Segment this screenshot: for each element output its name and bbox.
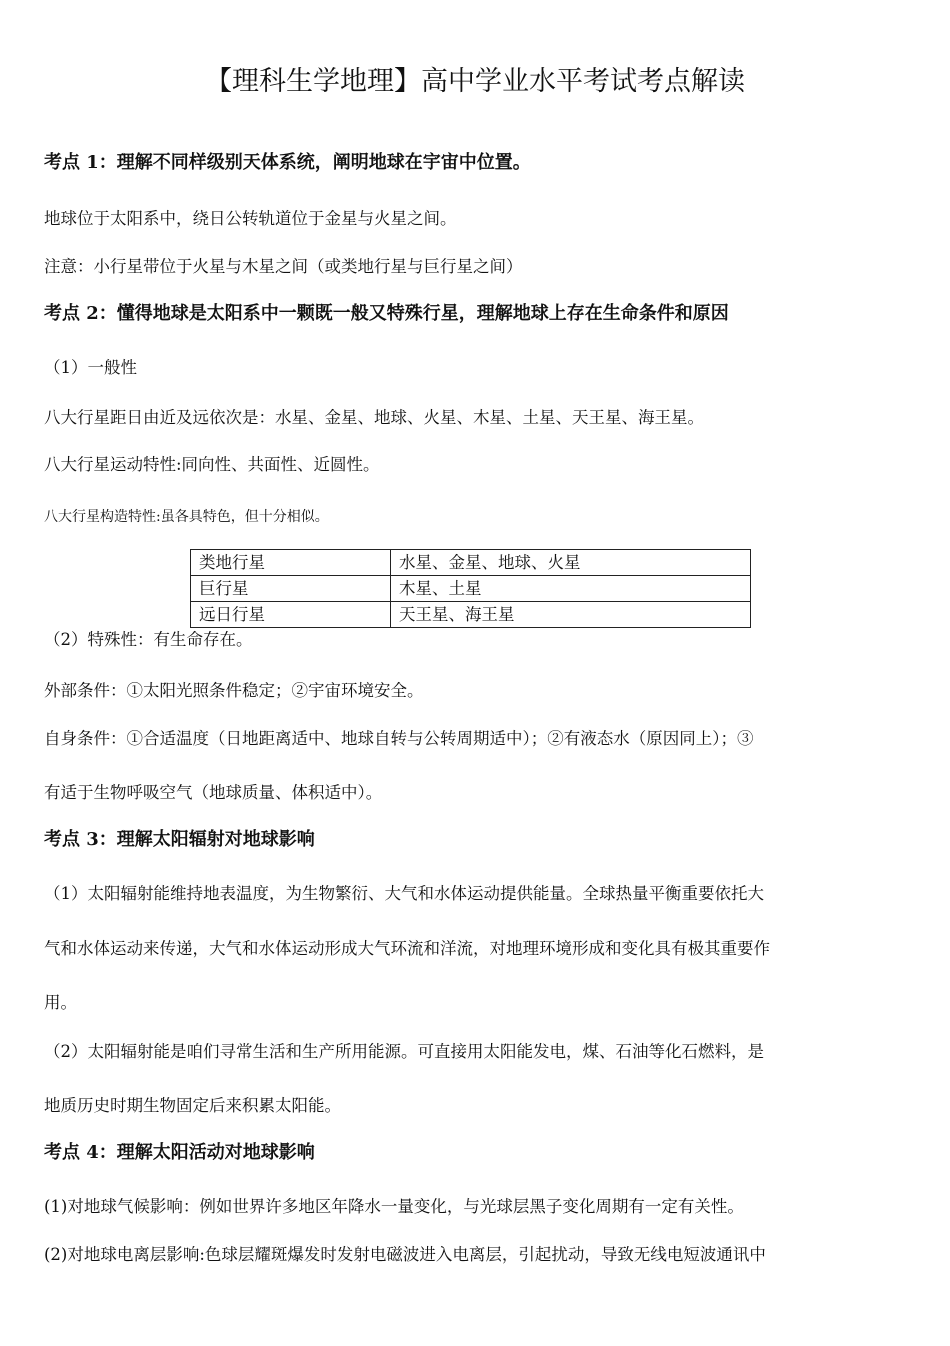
paragraph: 自身条件：①合适温度（日地距离适中、地球自转与公转周期适中）；②有液态水（原因同上）；③	[44, 729, 754, 748]
subheading: （2）特殊性：有生命存在。	[44, 630, 253, 649]
paragraph: (2)对地球电离层影响:色球层耀斑爆发时发射电磁波进入电离层，引起扰动，导致无线电短波通讯中	[44, 1245, 766, 1264]
table-row	[191, 550, 751, 576]
section-heading-2: 考点 2：懂得地球是太阳系中一颗既一般又特殊行星，理解地球上存在生命条件和原因	[44, 303, 729, 324]
paragraph: （2）太阳辐射能是咱们寻常生活和生产所用能源。可直接用太阳能发电，煤、石油等化石燃料，是	[44, 1042, 764, 1061]
table-cell: 天王星、海王星	[391, 602, 751, 628]
paragraph: 外部条件：①太阳光照条件稳定；②宇宙环境安全。	[44, 681, 424, 700]
paragraph: 八大行星距日由近及远依次是：水星、金星、地球、火星、木星、土星、天王星、海王星。	[44, 408, 704, 427]
paragraph: (1)对地球气候影响：例如世界许多地区年降水一量变化，与光球层黑子变化周期有一定有关性。	[44, 1197, 744, 1216]
paragraph: （1）太阳辐射能维持地表温度，为生物繁衍、大气和水体运动提供能量。全球热量平衡重要依托大	[44, 884, 764, 903]
document-title: 【理科生学地理】高中学业水平考试考点解读	[205, 66, 745, 97]
table-row	[191, 602, 751, 628]
paragraph: 有适于生物呼吸空气（地球质量、体积适中）。	[44, 783, 383, 802]
section-heading-3: 考点 3：理解太阳辐射对地球影响	[44, 829, 315, 850]
section-heading-4: 考点 4：理解太阳活动对地球影响	[44, 1142, 315, 1163]
table-row	[191, 576, 751, 602]
paragraph: 用。	[44, 993, 77, 1012]
table-cell: 远日行星	[191, 602, 391, 628]
paragraph: 气和水体运动来传递，大气和水体运动形成大气环流和洋流，对地理环境形成和变化具有极其重要作	[44, 939, 770, 958]
table-cell: 类地行星	[191, 550, 391, 576]
table-cell: 木星、土星	[391, 576, 751, 602]
paragraph: 八大行星运动特性:同向性、共面性、近圆性。	[44, 455, 380, 474]
planet-table	[190, 549, 751, 628]
paragraph: 注意：小行星带位于火星与木星之间（或类地行星与巨行星之间）	[44, 257, 523, 276]
paragraph: 地质历史时期生物固定后来积累太阳能。	[44, 1096, 341, 1115]
section-heading-1: 考点 1：理解不同样级别天体系统，阐明地球在宇宙中位置。	[44, 152, 531, 173]
paragraph: 地球位于太阳系中，绕日公转轨道位于金星与火星之间。	[44, 209, 457, 228]
subheading: （1）一般性	[44, 358, 137, 377]
table-cell: 水星、金星、地球、火星	[391, 550, 751, 576]
table-cell: 巨行星	[191, 576, 391, 602]
paragraph: 八大行星构造特性:虽各具特色，但十分相似。	[44, 509, 329, 525]
